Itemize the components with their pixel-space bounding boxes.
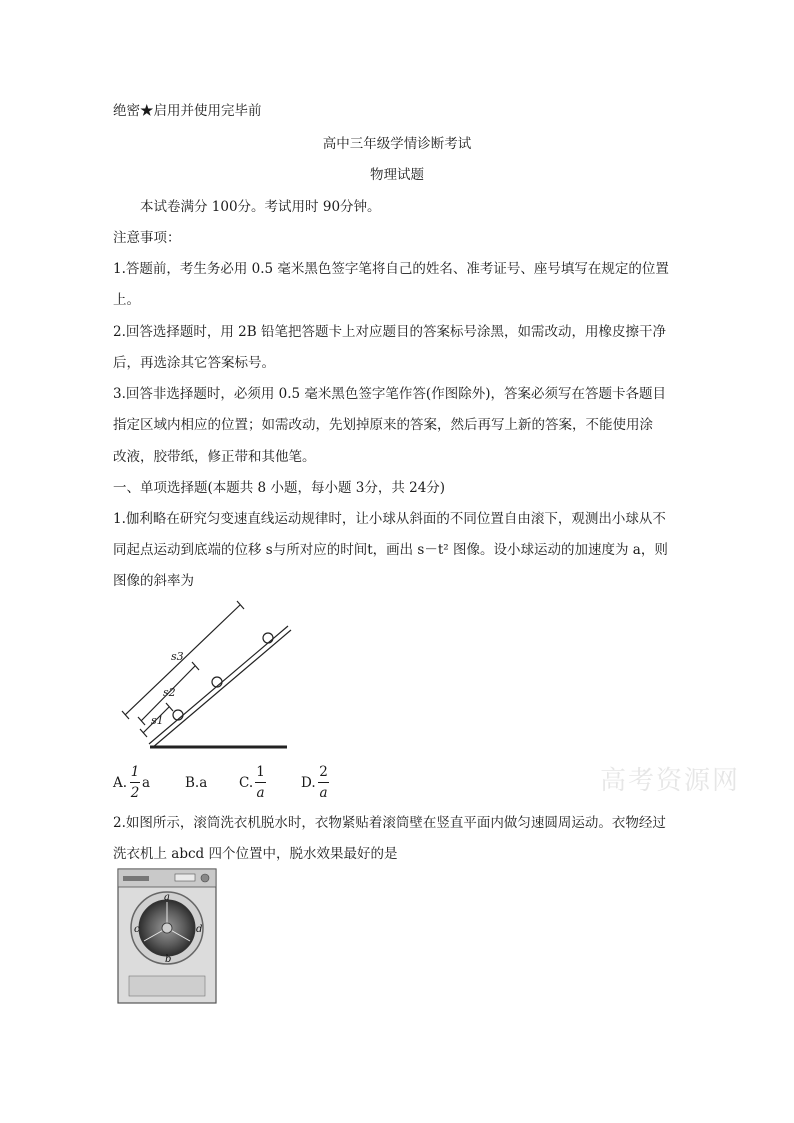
- section-title: 一、单项选择题(本题共 8 小题，每小题 3分，共 24分): [113, 480, 446, 496]
- question-1-text: 图像的斜率为: [113, 573, 194, 589]
- question-2-text: 2.如图所示，滚筒洗衣机脱水时，衣物紧贴着滚筒壁在竖直平面内做匀速圆周运动。衣物经过: [113, 815, 666, 831]
- option-d[interactable]: D. 2 a: [301, 764, 328, 801]
- notes-line: 3.回答非选择题时，必须用 0.5 毫米黑色签字笔作答(作图除外)，答案必须写在答题卡各题目: [113, 386, 666, 402]
- label-c: c: [134, 924, 140, 935]
- notes-line: 上。: [113, 292, 140, 308]
- exam-intro: 本试卷满分 100分。考试用时 90分钟。: [140, 199, 381, 215]
- notes-line: 改液，胶带纸，修正带和其他笔。: [113, 449, 316, 465]
- option-a[interactable]: A. 1 2 a: [113, 764, 151, 801]
- watermark: 高考资源网: [600, 766, 741, 796]
- option-b[interactable]: B.a: [185, 775, 208, 791]
- question-1-options: [113, 763, 373, 807]
- question-1-text: 同起点运动到底端的位移 s与所对应的时间t，画出 s－t² 图像。设小球运动的加速度为 a，则: [113, 542, 668, 558]
- option-c[interactable]: C. 1 a: [239, 764, 265, 801]
- label-b: b: [165, 954, 172, 965]
- label-s3: s3: [171, 650, 184, 663]
- option-c-fraction: 1 a: [256, 764, 265, 801]
- label-d: d: [196, 924, 203, 935]
- option-a-fraction: 1 2: [130, 764, 140, 801]
- notes-line: 1.答题前，考生务必用 0.5 毫米黑色签字笔将自己的姓名、准考证号、座号填写在规定的位置: [113, 261, 669, 277]
- inclined-plane-figure: [113, 598, 293, 756]
- exam-title: 高中三年级学情诊断考试: [322, 136, 472, 152]
- subject-title: 物理试题: [370, 167, 424, 183]
- question-2-text: 洗衣机上 abcd 四个位置中，脱水效果最好的是: [113, 846, 398, 862]
- label-s2: s2: [163, 686, 176, 699]
- notes-heading: 注意事项：: [113, 230, 181, 246]
- notes-line: 2.回答选择题时，用 2B 铅笔把答题卡上对应题目的答案标号涂黑，如需改动，用橡皮擦干净: [113, 324, 666, 340]
- notes-line: 指定区域内相应的位置；如需改动，先划掉原来的答案，然后再写上新的答案，不能使用涂: [113, 417, 653, 433]
- washing-machine-figure: [117, 868, 217, 1004]
- question-1-text: 1.伽利略在研究匀变速直线运动规律时，让小球从斜面的不同位置自由滚下，观测出小球从不: [113, 511, 666, 527]
- notes-line: 后，再选涂其它答案标号。: [113, 355, 275, 371]
- option-d-fraction: 2 a: [319, 764, 328, 801]
- confidentiality-notice: 绝密★启用并使用完毕前: [113, 103, 262, 119]
- label-s1: s1: [151, 714, 164, 727]
- label-a: a: [164, 892, 170, 903]
